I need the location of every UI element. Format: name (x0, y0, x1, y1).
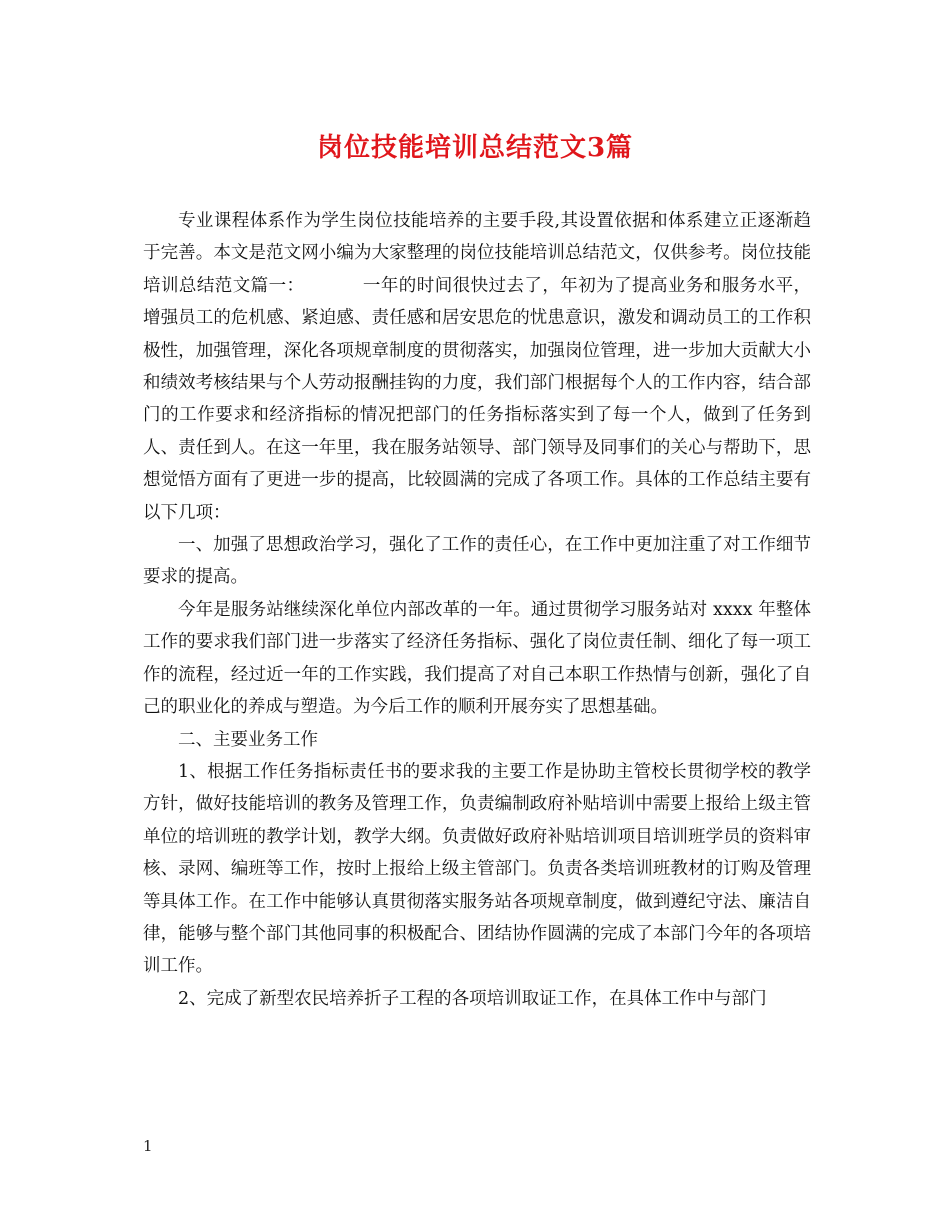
document-body (143, 205, 811, 1015)
intro-paragraph (143, 205, 811, 529)
intro-text-b: 一年的时间很快过去了，年初为了提高业务和服务水平，增强员工的危机感、紧迫感、责任感和居安思危的忧患意识，激发和调动员工的工作积极性，加强管理，深化各项规章制度的贯彻落实，加强岗位管理，进一步加大贡献大小和绩效考核结果与个人劳动报酬挂钩的力度，我们部门根据每个人的工作内容，结合部门的工作要求和经济指标的情况把部门的任务指标落实到了每一个人，做到了任务到人、责任到人。在这一年里，我在服务站领导、部门领导及同事们的关心与帮助下，思想觉悟方面有了更进一步的提高，比较圆满的完成了各项工作。具体的工作总结主要有以下几项： (143, 275, 812, 523)
section-heading-1: 一、加强了思想政治学习，强化了工作的责任心，在工作中更加注重了对工作细节要求的提高。 (143, 535, 811, 588)
article-label: 岗位技能培训总结范文篇一： (143, 243, 812, 296)
document-title: 岗位技能培训总结范文3篇 (316, 133, 634, 163)
paragraph: 今年是服务站继续深化单位内部改革的一年。通过贯彻学习服务站对 xxxx 年整体工作的要求我们部门进一步落实了经济任务指标、强化了岗位责任制、细化了每一项工作的流程，经过近一年的工作实践，我们提高了对自己本职工作热情与创新，强化了自己的职业化的养成与塑造。为今后工作的顺利开展夯实了思想基础。 (143, 599, 811, 718)
paragraph: 2、完成了新型农民培养折子工程的各项培训取证工作，在具体工作中与部门 (178, 988, 767, 1009)
paragraph: 1、根据工作任务指标责任书的要求我的主要工作是协助主管校长贯彻学校的教学方针，做好技能培训的教务及管理工作，负责编制政府补贴培训中需要上报给上级主管单位的培训班的教学计划，教学大纲。负责做好政府补贴培训项目培训班学员的资料审核、录网、编班等工作，按时上报给上级主管部门。负责各类培训班教材的订购及管理等具体工作。在工作中能够认真贯彻落实服务站各项规章制度，做到遵纪守法、廉洁自律，能够与整个部门其他同事的积极配合、团结协作圆满的完成了本部门今年的各项培训工作。 (143, 761, 811, 977)
page-number: 1 (143, 1137, 153, 1155)
section-heading-2: 二、主要业务工作 (178, 729, 318, 750)
intro-text-a: 专业课程体系作为学生岗位技能培养的主要手段,其设置依据和体系建立正逐渐趋于完善。本文是范文网小编为大家整理的岗位技能培训总结范文，仅供参考。 (143, 211, 811, 264)
